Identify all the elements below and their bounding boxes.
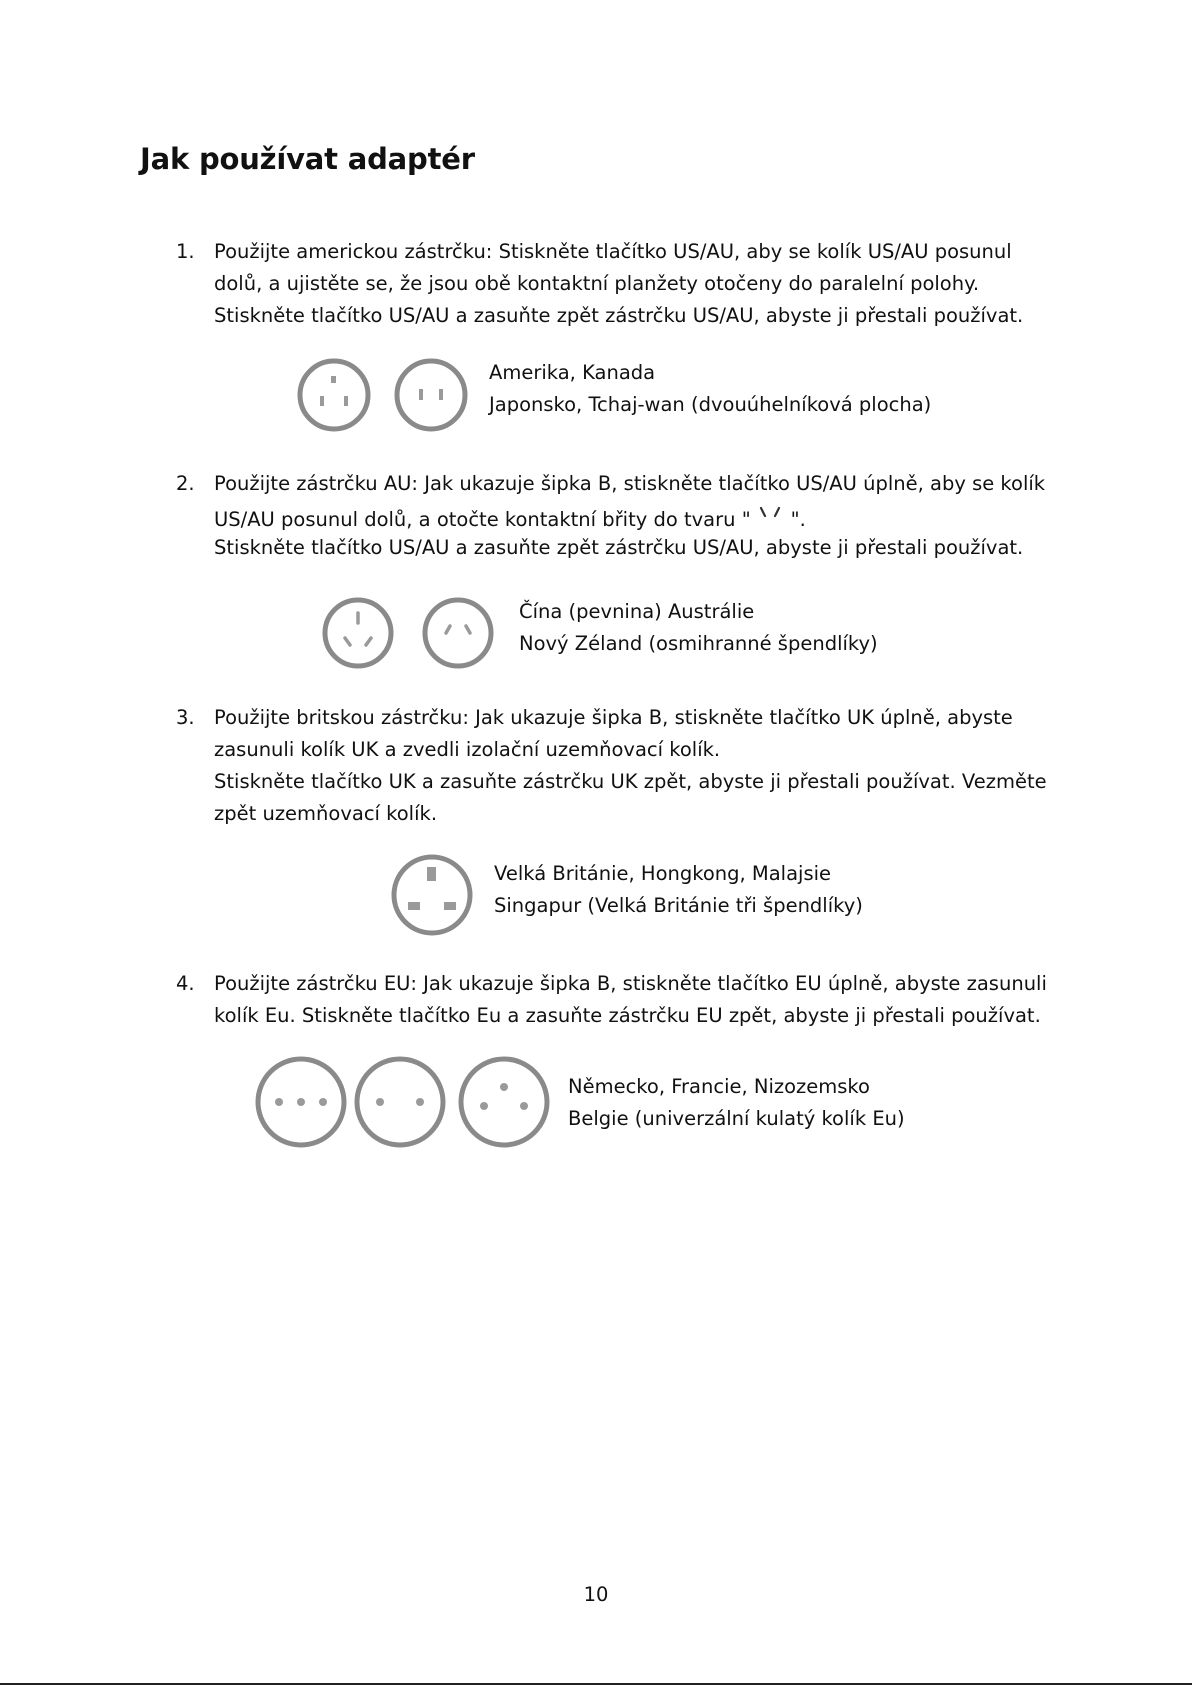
step-1-caption-line-1: Amerika, Kanada: [489, 361, 656, 384]
step-number: 3.: [176, 706, 195, 729]
socket-us-grounded-icon: [296, 357, 372, 433]
step-4-line-2: kolík Eu. Stiskněte tlačítko Eu a zasuňte zástrčku EU zpět, abyste ji přestali používat.: [214, 1004, 1041, 1027]
page-number: 10: [583, 1583, 609, 1606]
step-4-caption-line-1: Německo, Francie, Nizozemsko: [568, 1075, 870, 1098]
au-pin-shape-icon: [751, 504, 791, 528]
socket-us-two-pin-icon: [393, 357, 469, 433]
page-title: Jak používat adaptér: [140, 142, 475, 176]
socket-eu-three-round-pin-icon: [254, 1055, 348, 1149]
step-number: 4.: [176, 972, 195, 995]
step-2-caption: [519, 596, 878, 660]
step-3-line-4: zpět uzemňovací kolík.: [214, 802, 438, 825]
step-3-caption: [494, 858, 863, 922]
step-1-caption-line-2: Japonsko, Tchaj-wan (dvouúhelníková plocha): [489, 393, 932, 416]
step-1-text: [214, 236, 1094, 332]
step-2-caption-line-2: Nový Zéland (osmihranné špendlíky): [519, 632, 878, 655]
step-3-line-3: Stiskněte tlačítko UK a zasuňte zástrčku UK zpět, abyste ji přestali používat. Vezměte: [214, 770, 1047, 793]
socket-au-two-pin-icon: [421, 596, 495, 670]
socket-au-three-pin-icon: [321, 596, 395, 670]
step-4-caption-line-2: Belgie (univerzální kulatý kolík Eu): [568, 1107, 905, 1130]
socket-eu-two-round-pin-icon: [353, 1055, 447, 1149]
step-2-line-3: Stiskněte tlačítko US/AU a zasuňte zpět zástrčku US/AU, abyste ji přestali používat.: [214, 536, 1024, 559]
step-2-caption-line-1: Čína (pevnina) Austrálie: [519, 600, 755, 623]
step-1-caption: [489, 357, 931, 421]
step-number: 1.: [176, 240, 195, 263]
step-1-line-1: Použijte americkou zástrčku: Stiskněte tlačítko US/AU, aby se kolík US/AU posunul: [214, 240, 1012, 263]
step-1-line-3: Stiskněte tlačítko US/AU a zasuňte zpět zástrčku US/AU, abyste ji přestali používat.: [214, 304, 1024, 327]
step-3-line-1: Použijte britskou zástrčku: Jak ukazuje šipka B, stiskněte tlačítko UK úplně, abyste: [214, 706, 1013, 729]
step-1-line-2: dolů, a ujistěte se, že jsou obě kontaktní planžety otočeny do paralelní polohy.: [214, 272, 980, 295]
step-2-line-1: Použijte zástrčku AU: Jak ukazuje šipka B, stiskněte tlačítko US/AU úplně, aby se kolík: [214, 472, 1046, 495]
step-number: 2.: [176, 472, 195, 495]
step-4-line-1: Použijte zástrčku EU: Jak ukazuje šipka B, stiskněte tlačítko EU úplně, abyste zasunuli: [214, 972, 1047, 995]
step-3-caption-line-2: Singapur (Velká Británie tři špendlíky): [494, 894, 863, 917]
step-3-caption-line-1: Velká Británie, Hongkong, Malajsie: [494, 862, 832, 885]
step-3-text: [214, 702, 1094, 830]
socket-eu-triangle-pin-icon: [457, 1055, 551, 1149]
step-4-caption: [568, 1071, 905, 1135]
socket-uk-three-pin-icon: [390, 853, 474, 937]
step-3-line-2: zasunuli kolík UK a zvedli izolační uzemňovací kolík.: [214, 738, 721, 761]
step-2-text: [214, 468, 1094, 564]
step-2-line-2-start: US/AU posunul dolů, a otočte kontaktní břity do tvaru ": [214, 508, 751, 531]
step-2-line-2-end: ".: [790, 508, 806, 531]
step-4-text: [214, 968, 1094, 1032]
